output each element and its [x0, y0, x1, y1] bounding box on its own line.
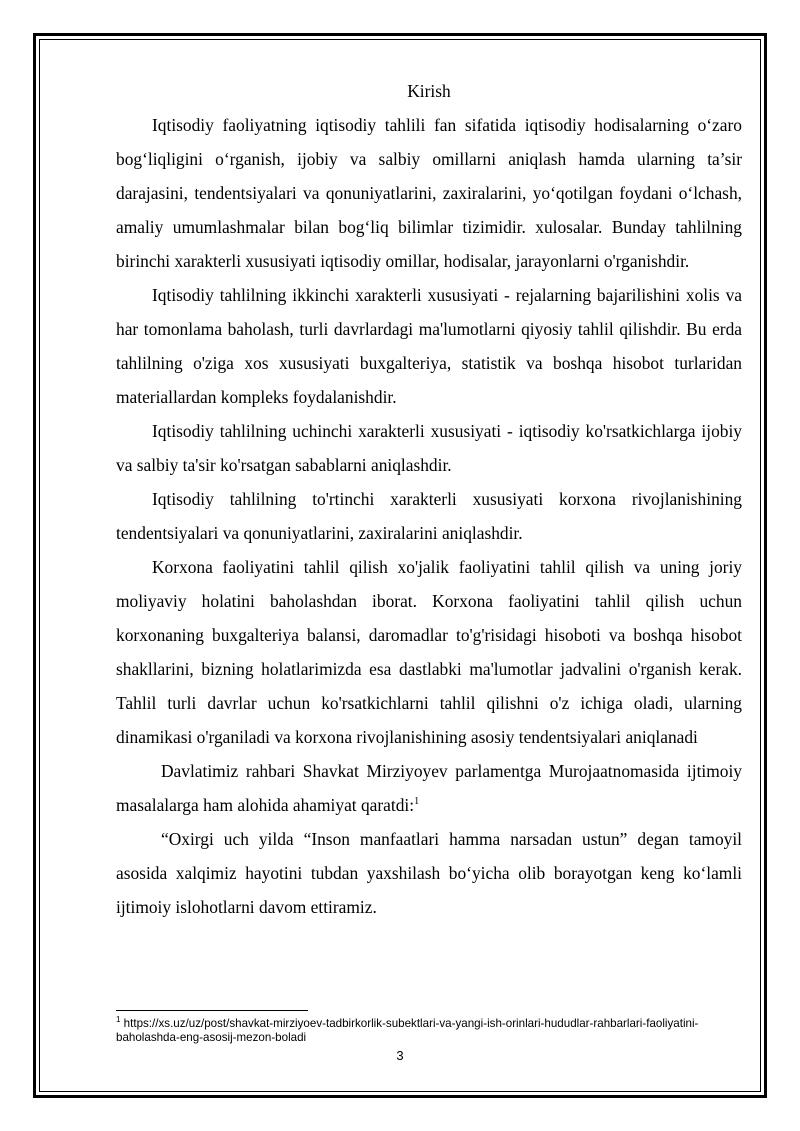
- document-body: [116, 74, 742, 924]
- paragraph-3: Iqtisodiy tahlilning uchinchi xarakterli xususiyati - iqtisodiy ko'rsatkichlarga ijobiy va salbiy ta'sir ko'rsatgan sabablarni aniqlashdir.: [116, 421, 742, 475]
- footnote-separator: [116, 1010, 308, 1011]
- paragraph-6-text: Davlatimiz rahbari Shavkat Mirziyoyev parlamentga Murojaatnomasida ijtimoiy masalalarga ham alohida ahamiyat qaratdi:: [116, 761, 742, 815]
- paragraph-4: Iqtisodiy tahlilning to'rtinchi xarakterli xususiyati korxona rivojlanishining tendentsiyalari va qonuniyatlarini, zaxiralarini aniqlashdir.: [116, 489, 742, 543]
- paragraph-2: Iqtisodiy tahlilning ikkinchi xarakterli xususiyati - rejalarning bajarilishini xolis va har tomonlama baholash, turli davrlardagi ma'lumotlarni qiyosiy tahlil qilishdir. Bu erda tahlilning o'ziga xos xususiyati buxgalteriya, statistik va boshqa hisobot turlaridan materiallardan kompleks foydalanishdir.: [116, 285, 742, 407]
- paragraph-5: Korxona faoliyatini tahlil qilish xo'jalik faoliyatini tahlil qilish va uning joriy moliyaviy holatini baholashdan iborat. Korxona faoliyatini tahlil qilish uchun korxonaning buxgalteriya balansi, daromadlar to'g'risidagi hisoboti va boshqa hisobot shakllarini, bizning holatlarimizda esa dastlabki ma'lumotlar jadvalini o'rganish kerak. Tahlil turli davrlar uchun ko'rsatkichlarni tahlil qilishni o'z ichiga oladi, ularning dinamikasi o'rganiladi va korxona rivojlanishining asosiy tendentsiyalari aniqlanadi: [116, 557, 742, 747]
- footnote-marker: 1: [116, 1015, 121, 1025]
- footnote-link: https://xs.uz/uz/post/shavkat-mirziyoev-tadbirkorlik-subektlari-va-yangi-ish-orinlari-hududlar-rahbarlari-faoliyatini-baholashda-eng-asosij-mezon-boladi: [116, 1017, 699, 1044]
- paragraph-6: [116, 754, 742, 822]
- document-title: Kirish: [407, 81, 451, 101]
- footnote-reference: 1: [414, 796, 420, 808]
- paragraph-1: Iqtisodiy faoliyatning iqtisodiy tahlili fan sifatida iqtisodiy hodisalarning o‘zaro bog‘liqligini o‘rganish, ijobiy va salbiy omillarni aniqlash hamda ularning ta’sir darajasini, tendentsiyalari va qonuniyatlarini, zaxiralarini, yo‘qotilgan foydani o‘lchash, amaliy umumlashmalar bilan bog‘liq bilimlar tizimidir. xulosalar. Bunday tahlilning birinchi xarakterli xususiyati iqtisodiy omillar, hodisalar, jarayonlarni o'rganishdir.: [116, 115, 742, 271]
- footnote: [116, 1017, 742, 1045]
- page-number: 3: [396, 1048, 404, 1063]
- paragraph-7: “Oxirgi uch yilda “Inson manfaatlari hamma narsadan ustun” degan tamoyil asosida xalqimiz hayotini tubdan yaxshilash bo‘yicha olib borayotgan keng ko‘lamli ijtimoiy islohotlarni davom ettiramiz.: [116, 829, 742, 917]
